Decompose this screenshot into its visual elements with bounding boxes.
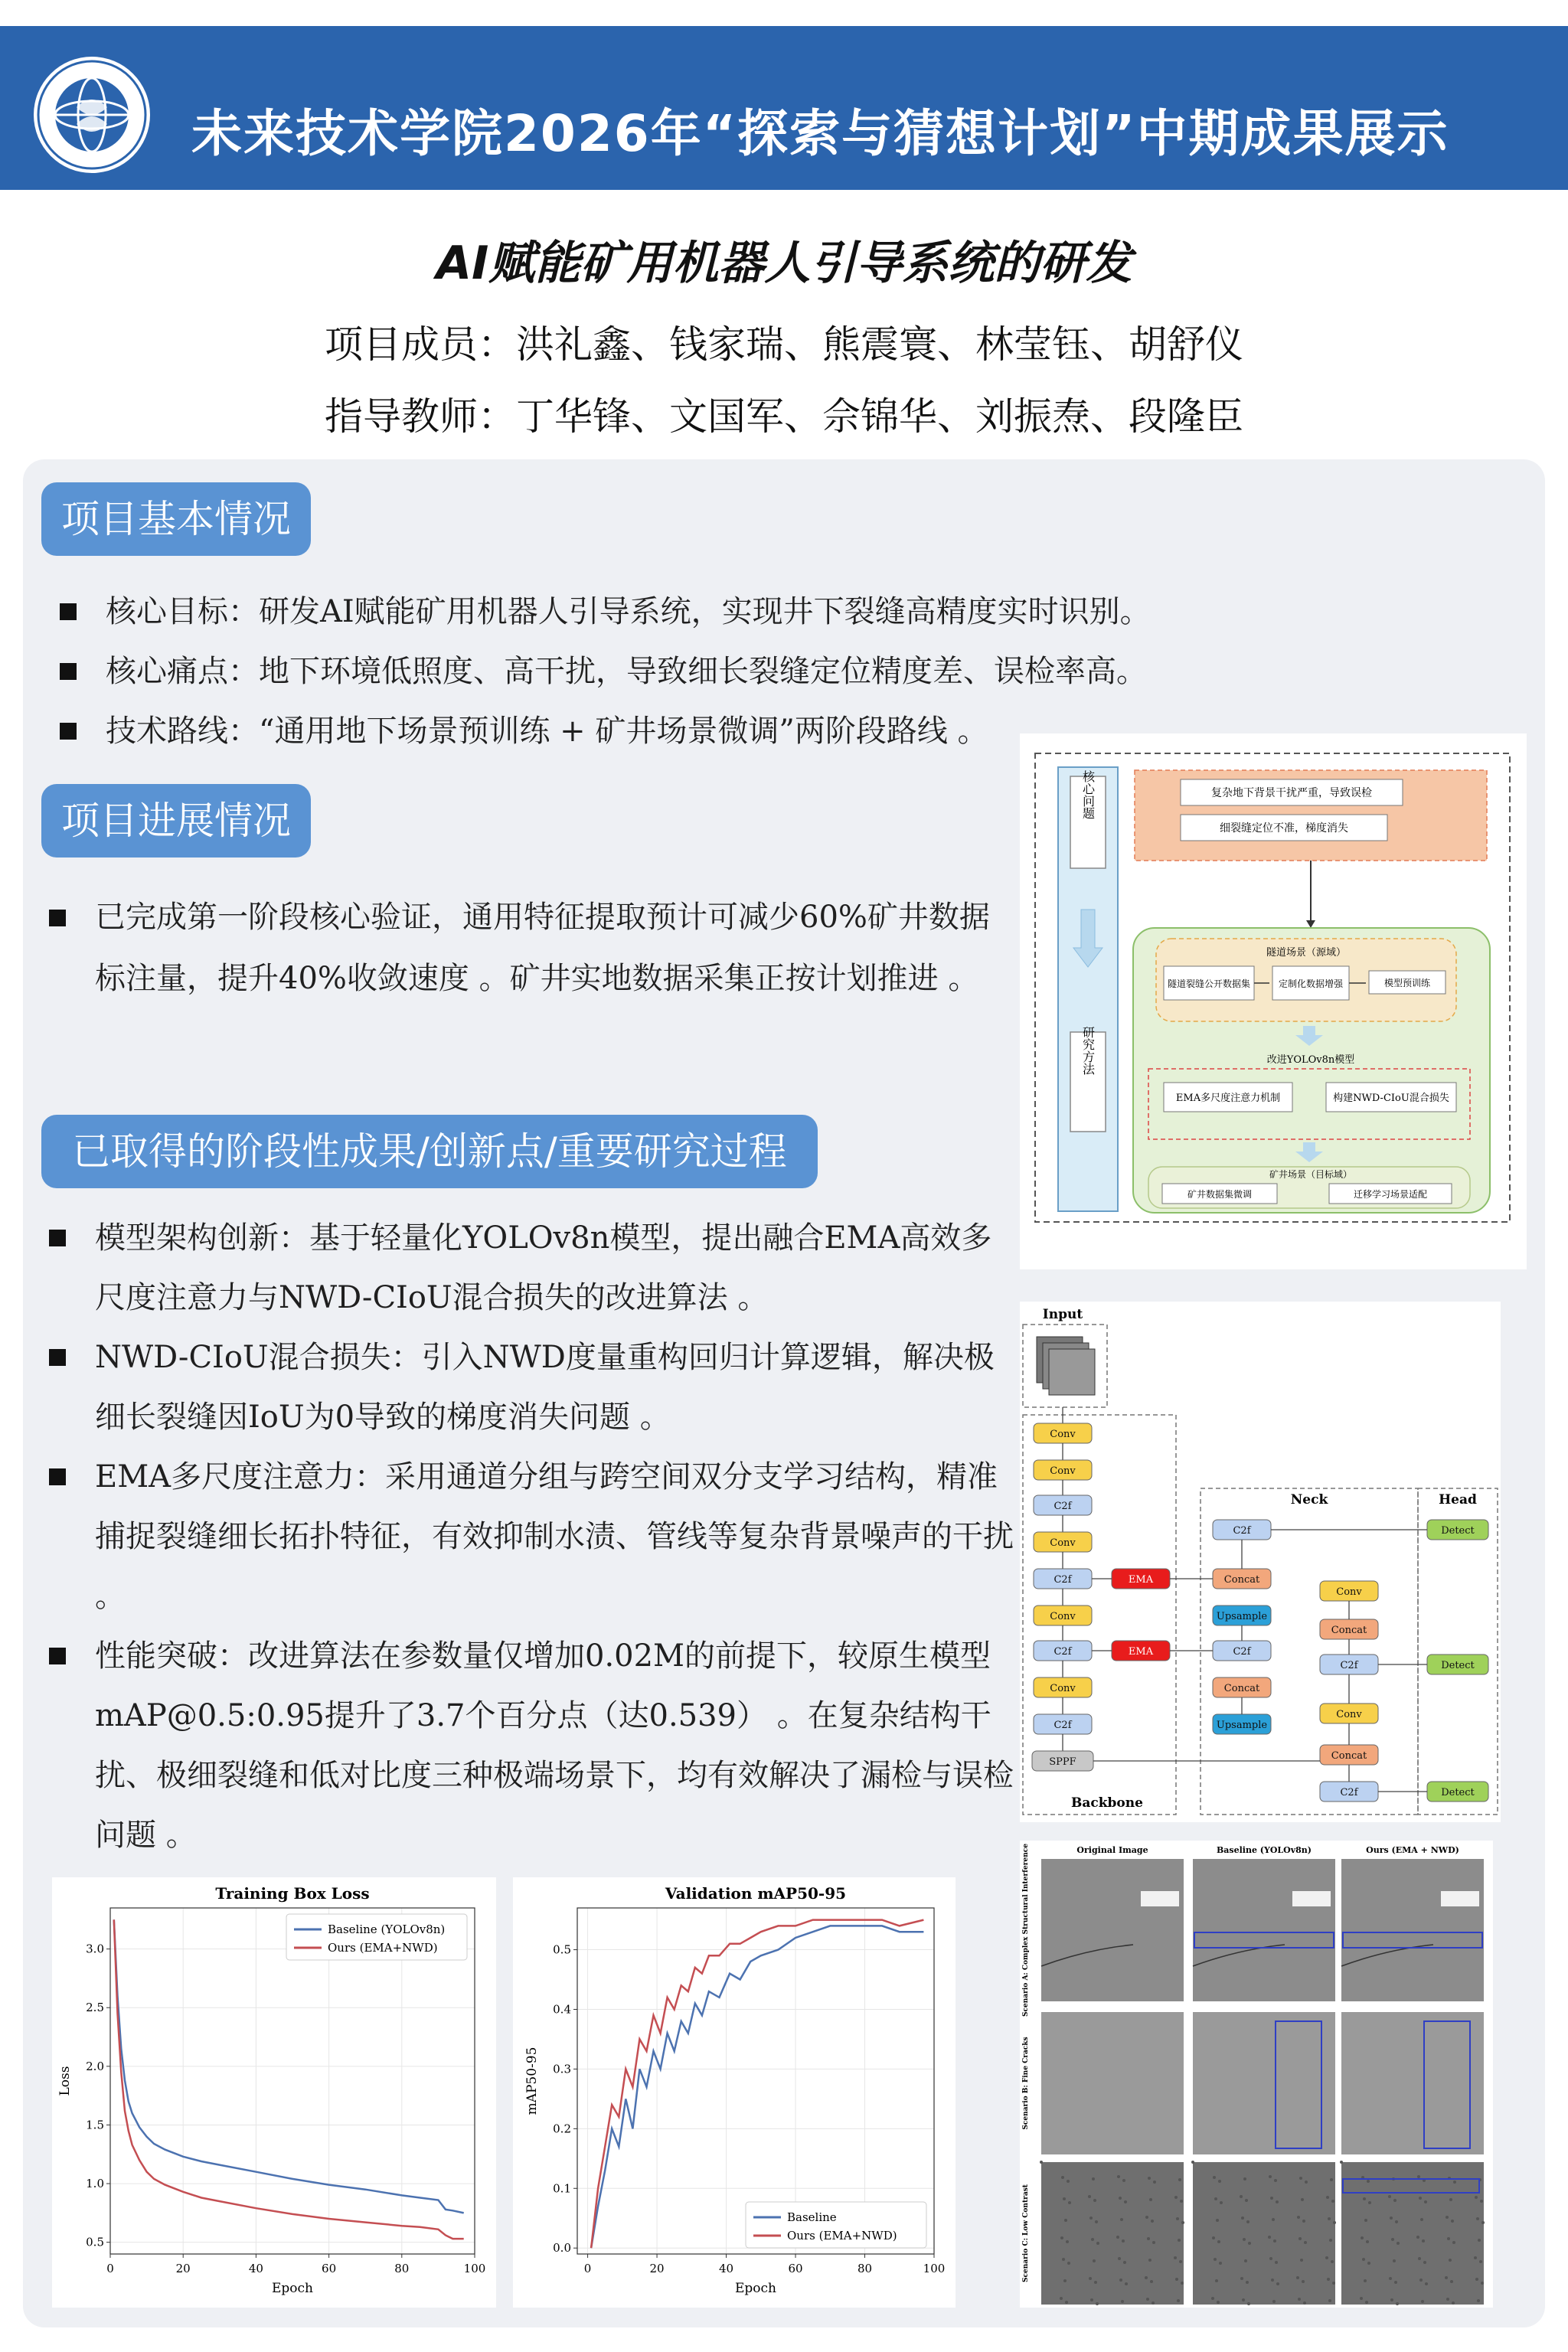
texture-dot [1181,2282,1184,2285]
neck-block-label: Concat [1223,1574,1260,1586]
texture-dot [1246,2220,1250,2223]
texture-dot [1241,2216,1244,2220]
validation-map-chart [513,1877,956,2308]
problem-1: 复杂地下背景干扰严重，导致误检 [1211,787,1372,799]
x-axis-label: Epoch [272,2281,313,2296]
texture-dot [1363,2197,1366,2200]
texture-dot [1360,2297,1363,2300]
y-tick-label: 0.1 [553,2181,571,2196]
scene-image [1041,1859,1184,2001]
texture-dot [1065,2301,1068,2304]
scene-image [1041,2012,1184,2154]
texture-dot [1091,2238,1094,2241]
list-item: NWD-CIoU混合损失：引入NWD度量重构回归计算逻辑，解决极细长裂缝因IoU为0导致的梯度消失问题 。 [49,1328,1014,1447]
texture-dot [1178,2239,1181,2242]
texture-dot [1365,2301,1368,2304]
side-label-problem: 核心问题 [1080,770,1096,819]
texture-dot [1212,2236,1215,2239]
texture-dot [1389,2277,1392,2280]
texture-dot [1246,2281,1249,2284]
neck-block-label: C2f [1233,1525,1251,1537]
texture-dot [1302,2220,1305,2223]
texture-dot [1366,2240,1369,2243]
texture-dot [1096,2242,1099,2245]
column-header: Ours (EMA + NWD) [1366,1845,1459,1855]
detection-comparison [1020,1841,1493,2308]
texture-dot [1276,2282,1279,2285]
texture-dot [1445,2276,1448,2279]
texture-dot [1268,2236,1271,2239]
texture-dot [1390,2298,1393,2301]
y-tick-label: 0.4 [553,2002,571,2017]
backbone-block-label: C2f [1054,1574,1072,1586]
texture-dot [1297,2216,1300,2219]
neck-block-label: Upsample [1216,1611,1268,1622]
texture-dot [1220,2201,1223,2204]
texture-dot [1333,2221,1336,2224]
texture-dot [1180,2200,1183,2203]
scene-image [1441,1891,1479,1906]
texture-dot [1332,2282,1335,2285]
y-tick-label: 0.3 [553,2062,571,2076]
texture-dot [1396,2242,1400,2245]
texture-dot [1329,2239,1332,2242]
neck-block-label: C2f [1233,1646,1251,1658]
tunnel-step-1: 隧道裂缝公开数据集 [1167,978,1251,989]
scene-image [1193,2162,1335,2305]
texture-dot [1089,2277,1092,2280]
texture-dot [1330,2178,1333,2181]
tunnel-step-3: 模型预训练 [1383,978,1431,988]
texture-dot [1424,2200,1427,2203]
texture-dot [1093,2259,1096,2262]
x-tick-label: 40 [718,2262,734,2275]
texture-dot [1301,2198,1304,2201]
texture-dot [1116,2236,1119,2239]
texture-dot [1272,2300,1276,2303]
tunnel-title: 隧道场景（源域） [1266,947,1347,959]
y-tick-label: 0.0 [553,2241,571,2256]
texture-dot [1481,2221,1485,2224]
y-tick-label: 3.0 [86,1942,104,1956]
list-item: 性能突破：改进算法在参数量仅增加0.02M的前提下，较原生模型mAP@0.5:0.95提升了3.7个百分点（达0.539） 。在复杂结构干扰、极细裂缝和低对比度三种极端场景下，均有效解决了漏检与误检问题 。 [49,1626,1014,1865]
texture-dot [1063,2279,1067,2282]
texture-dot [1331,2200,1334,2203]
y-axis-label: mAP50-95 [524,2047,540,2115]
neck-block-label: C2f [1340,1660,1358,1671]
project-title: AI赋能矿用机器人引导系统的研发 [436,237,1132,290]
texture-dot [1214,2197,1217,2200]
texture-dot [1305,2180,1308,2184]
texture-dot [1068,2201,1071,2204]
texture-dot [1066,2240,1069,2243]
tunnel-step-2: 定制化数据增强 [1278,978,1344,989]
architecture-diagram [1020,1302,1501,1822]
texture-dot [1449,2198,1452,2201]
problem-2: 细裂缝定位不准，梯度消失 [1220,822,1348,835]
section-heading-progress: 项目进展情况 [41,784,311,858]
texture-dot [1181,2221,1184,2224]
texture-dot [1177,2299,1180,2302]
texture-dot [1217,2301,1220,2304]
texture-dot [1453,2180,1456,2184]
neck-block-label: Conv [1336,1709,1362,1720]
scene-image [1341,2012,1484,2154]
texture-dot [1393,2199,1396,2202]
texture-dot [1474,2256,1477,2259]
texture-dot [1390,2216,1393,2220]
texture-dot [1475,2196,1478,2199]
texture-dot [1423,2261,1426,2264]
project-advisors: 指导教师：丁华锋、文国军、佘锦华、刘振焘、段隆臣 [325,394,1243,439]
texture-dot [1088,2195,1091,2198]
neck-block-label: Concat [1331,1750,1367,1762]
texture-dot [1270,2197,1273,2200]
texture-dot [1451,2220,1454,2223]
neck-block-label: Concat [1223,1683,1260,1694]
scene-image [1292,1891,1331,1906]
detect-block-label: Detect [1441,1525,1475,1537]
series-line [114,1919,464,2239]
backbone-block-label: Conv [1050,1611,1076,1622]
texture-dot [1361,2236,1364,2239]
head-label: Head [1439,1492,1477,1508]
texture-dot [1421,2300,1424,2303]
y-tick-label: 0.2 [553,2122,571,2136]
scene-image [1341,1859,1484,2001]
series-line [591,1920,923,2249]
texture-dot [1425,2282,1428,2285]
y-tick-label: 2.0 [86,2059,104,2073]
texture-dot [1214,2258,1217,2261]
texture-dot [1269,2175,1272,2178]
y-tick-label: 0.5 [86,2235,104,2249]
texture-dot [1120,2218,1123,2221]
texture-dot [1298,2237,1302,2240]
texture-dot [1395,2220,1398,2223]
scene-image [1193,1859,1335,2001]
texture-dot [1276,2200,1279,2203]
texture-dot [1092,2177,1095,2180]
texture-dot [1093,2199,1096,2202]
texture-dot [1328,2299,1331,2302]
texture-dot [1174,2256,1177,2259]
texture-dot [1153,2180,1156,2184]
x-tick-label: 0 [583,2262,592,2275]
texture-dot [1275,2261,1278,2264]
texture-dot [1152,2301,1155,2305]
texture-dot [1272,2218,1275,2221]
texture-dot [1269,2257,1272,2260]
texture-dot [1145,2216,1148,2219]
legend-label: Ours (EMA+NWD) [787,2229,897,2243]
column-header: Original Image [1076,1845,1148,1855]
header-banner [0,26,1568,190]
training-loss-chart [52,1877,496,2308]
texture-dot [1447,2237,1450,2240]
results-list [49,1208,1014,1865]
ema-block-label: EMA [1128,1574,1154,1586]
texture-dot [1175,2278,1178,2281]
mine-step-1: 矿井数据集微调 [1187,1189,1253,1200]
list-item: EMA多尺度注意力：采用通道分组与跨空间双分支学习结构，精准捕捉裂缝细长拓扑特征，有效抑制水渍、管线等复杂背景噪声的干扰 。 [49,1447,1014,1626]
texture-dot [1477,2299,1480,2302]
scene-image [1041,2162,1184,2305]
texture-dot [1452,2301,1455,2305]
texture-dot [1122,2239,1125,2243]
texture-dot [1300,2259,1303,2262]
texture-dot [1243,2238,1246,2241]
texture-dot [1061,2176,1064,2179]
x-tick-label: 0 [106,2262,114,2275]
texture-dot [1067,2262,1070,2265]
texture-dot [1123,2261,1126,2264]
y-axis-label: Loss [57,2066,73,2096]
neck-block-label: Concat [1331,1625,1367,1636]
chart-title: Validation mAP50-95 [665,1884,847,1903]
texture-dot [1149,2198,1152,2201]
column-header: Baseline (YOLOv8n) [1216,1845,1312,1855]
texture-dot [1391,2238,1394,2241]
texture-dot [1419,2278,1423,2282]
texture-dot [1095,2220,1098,2223]
texture-dot [1245,2199,1248,2202]
neck-block-label: Upsample [1216,1720,1268,1731]
backbone-block-label: C2f [1054,1501,1072,1512]
texture-dot [1119,2197,1122,2200]
backbone-block-label: Conv [1050,1537,1076,1549]
texture-dot [1176,2217,1179,2220]
texture-dot [1368,2201,1371,2204]
texture-dot [1475,2278,1478,2281]
texture-dot [1327,2278,1330,2281]
scene-image [1193,2012,1335,2154]
texture-dot [1148,2259,1152,2262]
improve-step-1: EMA多尺度注意力机制 [1175,1093,1281,1104]
x-tick-label: 60 [788,2262,803,2275]
texture-dot [1420,2218,1423,2221]
texture-dot [1150,2280,1153,2283]
texture-dot [1240,2195,1243,2198]
texture-dot [1248,2242,1251,2245]
texture-dot [1040,2161,1043,2164]
list-item: 已完成第一阶段核心验证，通用特征提取预计可减少60%矿井数据标注量，提升40%收敛速度 。矿井实地数据采集正按计划推进 。 [49,887,1014,1009]
texture-dot [1303,2301,1306,2305]
x-tick-label: 100 [923,2262,946,2275]
texture-dot [1302,2280,1305,2283]
texture-dot [1328,2217,1331,2220]
texture-dot [1060,2297,1063,2300]
texture-dot [1067,2180,1070,2183]
texture-dot [1340,2161,1343,2164]
texture-dot [1062,2258,1065,2261]
texture-dot [1247,2302,1250,2305]
texture-dot [1394,2281,1397,2284]
texture-dot [1418,2257,1421,2260]
texture-dot [1367,2180,1370,2183]
list-item: 核心痛点：地下环境低照度、高干扰，导致细长裂缝定位精度差、误检率高。 [60,642,1254,701]
list-item: 核心目标：研发AI赋能矿用机器人引导系统，实现井下裂缝高精度实时识别。 [60,582,1254,642]
x-tick-label: 20 [649,2262,665,2275]
texture-dot [1478,2239,1481,2242]
research-flowchart [1020,733,1527,1269]
x-tick-label: 20 [175,2262,191,2275]
legend-label: Ours (EMA+NWD) [328,1941,438,1955]
backbone-block-label: Conv [1050,1429,1076,1440]
y-tick-label: 1.0 [86,2177,104,2191]
texture-dot [1388,2195,1391,2198]
improve-title: 改进YOLOv8n模型 [1266,1054,1355,1066]
texture-dot [1274,2179,1277,2182]
backbone-block-label: Conv [1050,1683,1076,1694]
texture-dot [1148,2177,1151,2180]
legend-label: Baseline (YOLOv8n) [328,1922,446,1936]
texture-dot [1240,2277,1243,2280]
neck-label: Neck [1290,1492,1328,1508]
texture-dot [1362,2258,1365,2261]
backbone-block-label: C2f [1054,1646,1072,1658]
y-tick-label: 2.5 [86,2001,104,2015]
texture-dot [1063,2197,1066,2200]
texture-dot [1480,2200,1483,2203]
texture-dot [1364,2219,1367,2222]
texture-dot [1364,2279,1367,2282]
texture-dot [1094,2281,1097,2284]
x-tick-label: 40 [248,2262,263,2275]
texture-dot [1089,2216,1093,2220]
texture-dot [1217,2240,1220,2243]
row-label: Scenario B: Fine Cracks [1022,2037,1030,2130]
improve-step-2: 构建NWD-CIoU混合损失 [1333,1093,1449,1104]
detect-block-label: Detect [1441,1660,1475,1671]
texture-dot [1367,2262,1370,2265]
texture-dot [1060,2236,1063,2239]
section-heading-basic: 项目基本情况 [41,482,311,556]
input-label: Input [1042,1307,1083,1322]
texture-dot [1118,2257,1121,2260]
texture-dot [1299,2177,1302,2180]
texture-dot [1298,2298,1301,2301]
texture-dot [1218,2180,1221,2183]
texture-dot [1174,2196,1178,2199]
texture-dot [1244,2259,1247,2262]
backbone-block-label: SPPF [1049,1756,1076,1768]
texture-dot [1064,2219,1067,2222]
texture-dot [1449,2259,1452,2262]
texture-dot [1446,2298,1449,2301]
texture-dot [1422,2239,1425,2243]
x-tick-label: 100 [463,2262,486,2275]
school-logo [34,57,150,173]
side-label-method: 研究方法 [1080,1026,1096,1075]
conference-title: 未来技术学院2026年“探索与猜想计划”中期成果展示 [191,104,1449,163]
texture-dot [1450,2280,1453,2283]
list-item: 技术路线：“通用地下场景预训练 + 矿井场景微调”两阶段路线 。 [60,701,1254,761]
texture-dot [1219,2262,1222,2265]
texture-dot [1216,2219,1219,2222]
texture-dot [1146,2298,1149,2301]
texture-dot [1125,2282,1128,2285]
texture-dot [1393,2259,1396,2262]
scene-image [1141,1891,1179,1906]
texture-dot [1296,2276,1299,2279]
backbone-block-label: Conv [1050,1465,1076,1477]
texture-dot [1416,2236,1419,2239]
list-item: 模型架构创新：基于轻量化YOLOv8n模型，提出融合EMA高效多尺度注意力与NWD-CIoU混合损失的改进算法 。 [49,1208,1014,1328]
texture-dot [1417,2175,1420,2178]
backbone-label: Backbone [1071,1795,1143,1811]
texture-dot [1271,2278,1274,2282]
mine-step-2: 迁移学习场景适配 [1353,1189,1428,1200]
texture-dot [1211,2297,1214,2300]
texture-dot [1119,2278,1122,2282]
texture-dot [1446,2216,1449,2219]
texture-dot [1326,2196,1329,2199]
section-heading-results: 已取得的阶段性成果/创新点/重要研究过程 [41,1115,818,1188]
x-tick-label: 80 [394,2262,410,2275]
backbone-block-label: C2f [1054,1720,1072,1731]
x-axis-label: Epoch [735,2281,776,2296]
row-label: Scenario A: Complex Structural Interference [1022,1844,1030,2017]
x-tick-label: 80 [857,2262,873,2275]
texture-dot [1481,2282,1484,2285]
texture-dot [1304,2241,1307,2244]
texture-dot [1419,2197,1422,2200]
texture-dot [1090,2298,1093,2301]
texture-dot [1178,2178,1181,2181]
x-tick-label: 60 [322,2262,337,2275]
progress-list [49,887,1014,1009]
texture-dot [1215,2279,1218,2282]
texture-dot [1121,2300,1124,2303]
texture-dot [1242,2298,1245,2301]
texture-dot [1179,2260,1182,2263]
texture-dot [1191,2161,1194,2164]
chart-title: Training Box Loss [215,1884,370,1903]
texture-dot [1122,2179,1125,2182]
texture-dot [1396,2302,1399,2305]
ema-block-label: EMA [1128,1646,1154,1658]
texture-dot [1476,2217,1479,2220]
texture-dot [1096,2302,1099,2305]
series-line [591,1926,923,2248]
texture-dot [1117,2175,1120,2178]
texture-dot [1243,2177,1246,2180]
texture-dot [1452,2241,1455,2244]
detect-block-label: Detect [1441,1787,1475,1798]
neck-block-label: C2f [1340,1787,1358,1798]
texture-dot [1273,2239,1276,2243]
project-members: 项目成员：洪礼鑫、钱家瑞、熊震寰、林莹钰、胡舒仪 [325,322,1243,367]
texture-dot [1152,2241,1155,2244]
y-tick-label: 0.5 [553,1942,571,1957]
texture-dot [1145,2276,1148,2279]
texture-dot [1147,2237,1150,2240]
mine-title: 矿井场景（目标域） [1269,1169,1353,1180]
texture-dot [1325,2256,1328,2259]
texture-dot [1213,2176,1216,2179]
neck-block-label: Conv [1336,1586,1362,1598]
scene-image [1341,2162,1484,2305]
texture-dot [1124,2200,1127,2203]
legend-label: Baseline [787,2210,837,2224]
row-label: Scenario C: Low Contrast [1022,2184,1030,2282]
texture-dot [1331,2260,1334,2263]
texture-dot [1479,2260,1482,2263]
y-tick-label: 1.5 [86,2118,104,2132]
texture-dot [1151,2220,1154,2223]
